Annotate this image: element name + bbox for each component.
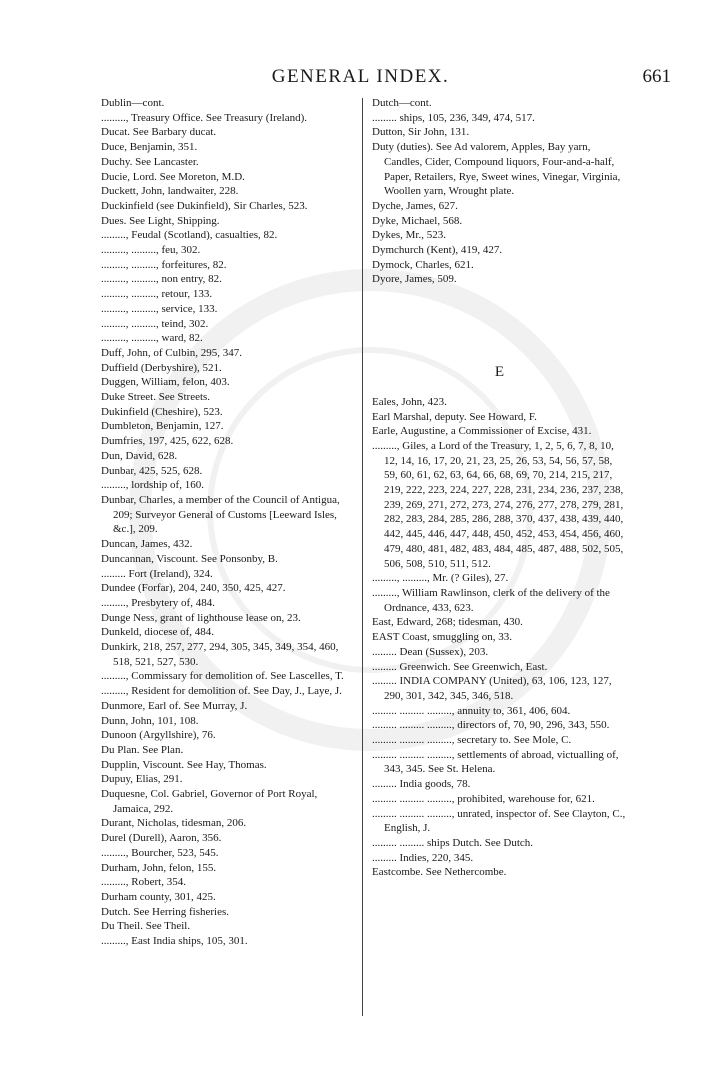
index-entry: Dyore, James, 509. bbox=[372, 273, 457, 286]
index-entry: ........., Giles, a Lord of the Treasury, 1, 2, 5, 6, 7, 8, 10, 12, 14, 16, 17, 20, 21, 23, 25, 26, 53, 54, 56, 57, 58, 59, 60, 61, 62, 63, 64, 66, 68, 69, 70, 214, 215, 217, 219, 222, 223, 224, 227, 228, 231, 234, 236, 237, 238, 239, 269, 271, 272, 273, 274, 276, 277, 278, 279, 281, 282, 283, 284, 285, 286, 288, 370, 437, 438, 439, 440, 442, 445, 446, 447, 448, 450, 452, 453, 454, 456, 460, 479, 480, 481, 482, 483, 484, 485, 487, 488, 502, 505, 506, 508, 510, 511, 512. bbox=[372, 439, 624, 570]
index-entry: Earle, Augustine, a Commissioner of Excise, 431. bbox=[372, 425, 592, 438]
index-entry: ......... Indies, 220, 345. bbox=[372, 851, 474, 864]
index-entry: Du Theil. See Theil. bbox=[101, 920, 191, 933]
index-entry: Ducat. See Barbary ducat. bbox=[101, 126, 217, 139]
index-entry: Dymock, Charles, 621. bbox=[372, 258, 474, 271]
index-entry: ......... Greenwich. See Greenwich, East. bbox=[372, 660, 548, 673]
index-entry: Dublin—cont. bbox=[101, 97, 165, 109]
index-entry: Duke Street. See Streets. bbox=[101, 391, 211, 404]
page-title: GENERAL INDEX. bbox=[271, 66, 450, 87]
section-letter-e: E bbox=[494, 364, 505, 381]
index-entry: ......... ......... ........., prohibited, warehouse for, 621. bbox=[372, 792, 595, 805]
index-entry: ........., Bourcher, 523, 545. bbox=[101, 846, 219, 859]
index-entry: Dunoon (Argyllshire), 76. bbox=[101, 729, 216, 742]
index-entry: Dukinfield (Cheshire), 523. bbox=[101, 405, 223, 418]
index-entry: Duggen, William, felon, 403. bbox=[101, 376, 230, 389]
index-entry: Dunkeld, diocese of, 484. bbox=[101, 626, 215, 639]
index-entry: Duncan, James, 432. bbox=[101, 538, 193, 551]
index-entry: Dykes, Mr., 523. bbox=[372, 229, 446, 242]
index-entry: ......... ......... ........., directors of, 70, 90, 296, 343, 550. bbox=[372, 719, 610, 732]
index-entry: Dunkirk, 218, 257, 277, 294, 305, 345, 349, 354, 460, 518, 521, 527, 530. bbox=[101, 641, 339, 668]
index-entry: ........., ........., forfeitures, 82. bbox=[101, 258, 227, 271]
index-entry: ........., ........., feu, 302. bbox=[101, 244, 201, 257]
index-entry: ......... ships, 105, 236, 349, 474, 517. bbox=[372, 111, 535, 124]
index-entry: Dunge Ness, grant of lighthouse lease on, 23. bbox=[101, 611, 301, 624]
index-entry: Dutch. See Herring fisheries. bbox=[101, 905, 229, 918]
index-entry: Earl Marshal, deputy. See Howard, F. bbox=[372, 410, 537, 423]
index-entry: EAST Coast, smuggling on, 33. bbox=[372, 631, 513, 644]
index-entry: Dupplin, Viscount. See Hay, Thomas. bbox=[101, 758, 267, 771]
index-entry: Durham, John, felon, 155. bbox=[101, 861, 217, 874]
index-entry: ......... Dean (Sussex), 203. bbox=[372, 645, 489, 658]
index-entry: Du Plan. See Plan. bbox=[101, 743, 184, 756]
index-entry: Dunmore, Earl of. See Murray, J. bbox=[101, 699, 248, 712]
index-entry: ........., Treasury Office. See Treasury (Ireland). bbox=[101, 111, 308, 124]
index-entry: ......... India goods, 78. bbox=[372, 778, 471, 791]
index-entry: Duffield (Derbyshire), 521. bbox=[101, 361, 222, 374]
index-entry: Dunbar, 425, 525, 628. bbox=[101, 464, 203, 477]
right-column bbox=[372, 96, 627, 880]
index-entry: Dutch—cont. bbox=[372, 97, 432, 109]
index-entry: Durham county, 301, 425. bbox=[101, 890, 216, 903]
index-entry: ......... ......... ........., secretary to. See Mole, C. bbox=[372, 734, 572, 747]
index-entry: Dyche, James, 627. bbox=[372, 199, 458, 212]
index-entry: Dumbleton, Benjamin, 127. bbox=[101, 420, 224, 433]
column-divider bbox=[362, 98, 363, 1016]
right-column-e-entries bbox=[372, 395, 627, 880]
index-entry: Eales, John, 423. bbox=[372, 395, 447, 408]
index-entry: ......... ......... ships Dutch. See Dutch. bbox=[372, 836, 534, 849]
index-entry: Duckinfield (see Dukinfield), Sir Charles, 523. bbox=[101, 199, 308, 212]
index-entry: Dues. See Light, Shipping. bbox=[101, 214, 220, 227]
index-entry: ......... ......... ........., annuity to, 361, 406, 604. bbox=[372, 704, 571, 717]
index-entry: Dun, David, 628. bbox=[101, 449, 178, 462]
index-entry: ........., ........., retour, 133. bbox=[101, 288, 213, 301]
index-entry: ........., ........., non entry, 82. bbox=[101, 273, 222, 286]
index-entry: ........., ........., ward, 82. bbox=[101, 332, 203, 345]
index-entry: ........., ........., service, 133. bbox=[101, 302, 218, 315]
index-entry: Dundee (Forfar), 204, 240, 350, 425, 427. bbox=[101, 582, 286, 595]
index-entry: Dumfries, 197, 425, 622, 628. bbox=[101, 435, 234, 448]
index-entry: ........., ........., teind, 302. bbox=[101, 317, 209, 330]
index-entry: Duce, Benjamin, 351. bbox=[101, 141, 198, 154]
index-entry: Duff, John, of Culbin, 295, 347. bbox=[101, 346, 242, 359]
index-entry: Dupuy, Elias, 291. bbox=[101, 773, 183, 786]
index-entry: Dutton, Sir John, 131. bbox=[372, 126, 470, 139]
index-entry: ........., Commissary for demolition of. See Lascelles, T. bbox=[101, 670, 344, 683]
index-entry: Eastcombe. See Nethercombe. bbox=[372, 866, 507, 879]
index-entry: Duquesne, Col. Gabriel, Governor of Port Royal, Jamaica, 292. bbox=[101, 788, 318, 815]
index-entry: Duchy. See Lancaster. bbox=[101, 155, 199, 168]
index-entry: Dunbar, Charles, a member of the Council of Antigua, 209; Surveyor General of Customs [Leeward Isles, &c.], 209. bbox=[101, 493, 340, 536]
index-entry: ........., William Rawlinson, clerk of the delivery of the Ordnance, 433, 623. bbox=[372, 586, 610, 614]
index-entry: ........., Resident for demolition of. See Day, J., Laye, J. bbox=[101, 685, 342, 698]
index-entry: Dymchurch (Kent), 419, 427. bbox=[372, 244, 503, 257]
index-entry: ........., lordship of, 160. bbox=[101, 479, 204, 492]
index-entry: ......... INDIA COMPANY (United), 63, 106, 123, 127, 290, 301, 342, 345, 346, 518. bbox=[372, 675, 612, 702]
index-entry: Dyke, Michael, 568. bbox=[372, 214, 463, 227]
left-column bbox=[101, 96, 353, 949]
index-entry: ......... ......... ........., settlements of abroad, victualling of, 343, 345. See St. Helena. bbox=[372, 748, 619, 776]
index-entry: East, Edward, 268; tidesman, 430. bbox=[372, 616, 523, 629]
index-entry: ........., Feudal (Scotland), casualties, 82. bbox=[101, 229, 278, 242]
index-entry: ......... ......... ........., unrated, inspector of. See Clayton, C., English, J. bbox=[372, 807, 626, 835]
index-entry: Duncannan, Viscount. See Ponsonby, B. bbox=[101, 552, 278, 565]
page-number: 661 bbox=[642, 66, 671, 87]
index-entry: Durant, Nicholas, tidesman, 206. bbox=[101, 817, 247, 830]
index-entry: Ducie, Lord. See Moreton, M.D. bbox=[101, 170, 245, 183]
right-column-d-entries bbox=[372, 96, 627, 287]
index-entry: Duckett, John, landwaiter, 228. bbox=[101, 185, 239, 198]
index-entry: ......... Fort (Ireland), 324. bbox=[101, 567, 213, 580]
index-entry: ........., East India ships, 105, 301. bbox=[101, 935, 248, 948]
index-entry: Dunn, John, 101, 108. bbox=[101, 714, 199, 727]
index-entry: Duty (duties). See Ad valorem, Apples, Bay yarn, Candles, Cider, Compound liquors, Four-and-a-half, Paper, Retailers, Rye, Sweet wines, Vinegar, Virginia, Woollen yarn, Wrought plate. bbox=[372, 141, 621, 198]
index-entry: ........., ........., Mr. (? Giles), 27. bbox=[372, 572, 509, 585]
index-entry: ........., Presbytery of, 484. bbox=[101, 596, 215, 609]
index-entry: ........., Robert, 354. bbox=[101, 876, 186, 889]
index-entry: Durel (Durell), Aaron, 356. bbox=[101, 832, 222, 845]
